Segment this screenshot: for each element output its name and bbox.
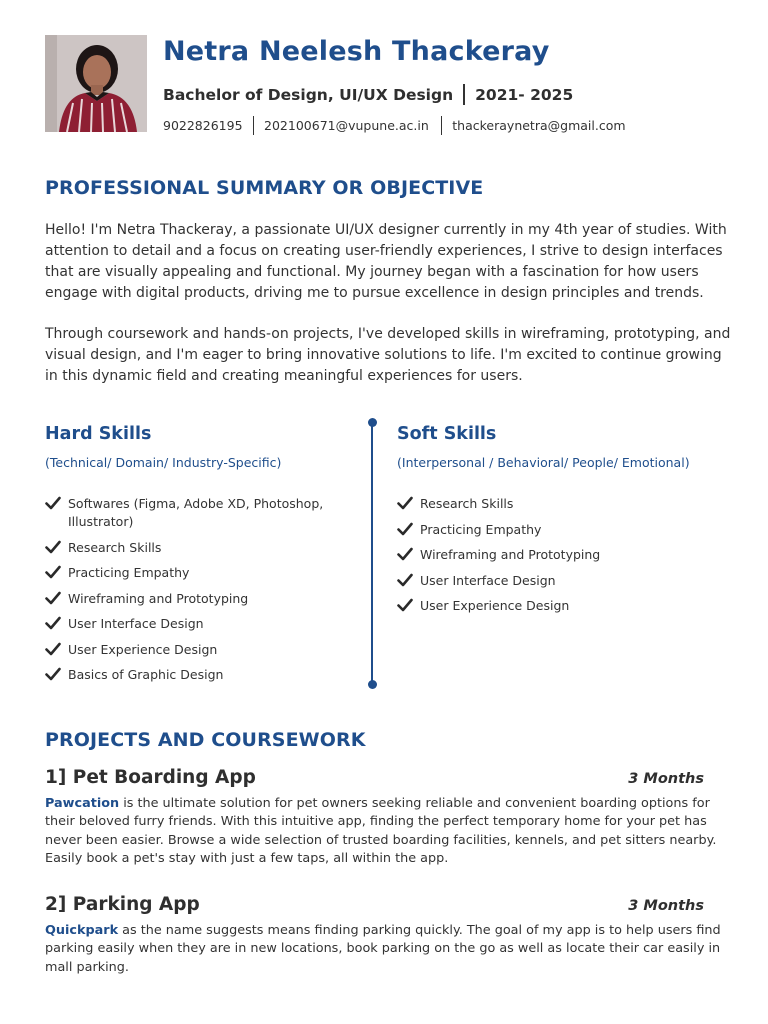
- hard-skills-list: [45, 495, 345, 692]
- profile-photo: [45, 35, 147, 132]
- hard-skills-subtitle: (Technical/ Domain/ Industry-Specific): [45, 455, 282, 470]
- list-item: User Interface Design: [45, 615, 345, 633]
- checkmark-icon: [45, 496, 61, 510]
- checkmark-icon: [45, 642, 61, 656]
- summary-paragraph-2: Through coursework and hands-on projects, I've developed skills in wireframing, prototyping, and visual design, and I'm eager to bring innovative solutions to life. I'm excited to continue growing in this dynamic field and creating meaningful experiences for users.: [45, 326, 731, 384]
- project-2-title: 2] Parking App: [45, 894, 200, 915]
- project-2-brand: Quickpark: [45, 923, 119, 938]
- project-1-description: Pawcation is the ultimate solution for pet owners seeking reliable and convenient boarding options for their beloved furry friends. With this intuitive app, finding the perfect temporary home for your pet has never been easier. Browse a wide selection of trusted boarding facilities, kennels, and pet sitters nearby. Easily book a pet's stay with just a few taps, all within the app.: [45, 796, 717, 866]
- personal-email[interactable]: thackeraynetra@gmail.com: [452, 118, 626, 133]
- soft-skills-subtitle: (Interpersonal / Behavioral/ People/ Emotional): [397, 455, 690, 470]
- profile-photo-illustration: [45, 35, 147, 132]
- list-item: Wireframing and Prototyping: [397, 546, 727, 564]
- list-item: User Experience Design: [45, 641, 345, 659]
- degree: Bachelor of Design, UI/UX Design: [163, 85, 454, 104]
- separator: [253, 116, 255, 135]
- list-item: Softwares (Figma, Adobe XD, Photoshop, Illustrator): [45, 495, 345, 531]
- separator: [441, 116, 443, 135]
- checkmark-icon: [45, 565, 61, 579]
- checkmark-icon: [397, 547, 413, 561]
- checkmark-icon: [397, 522, 413, 536]
- list-item: Wireframing and Prototyping: [45, 590, 345, 608]
- separator: [463, 84, 465, 105]
- list-item: Basics of Graphic Design: [45, 666, 345, 684]
- soft-skills-list: [397, 495, 727, 623]
- checkmark-icon: [45, 540, 61, 554]
- divider-dot-bottom: [368, 680, 377, 689]
- checkmark-icon: [397, 573, 413, 587]
- summary-paragraph-1: Hello! I'm Netra Thackeray, a passionate UI/UX designer currently in my 4th year of studies. With attention to detail and a focus on creating user-friendly experiences, I strive to design interfaces that are visually appealing and functional. My journey began with a fascination for how users engage with digital products, driving me to pursue excellence in design principles and trends.: [45, 222, 727, 301]
- project-1-duration: 3 Months: [628, 771, 704, 787]
- project-1-title: 1] Pet Boarding App: [45, 767, 256, 788]
- checkmark-icon: [45, 667, 61, 681]
- list-item: User Experience Design: [397, 597, 727, 615]
- soft-skills-heading: Soft Skills: [397, 424, 497, 444]
- contact-row: [163, 116, 626, 135]
- project-1-brand: Pawcation: [45, 796, 120, 811]
- divider-dot-top: [368, 418, 377, 427]
- project-2-description: Quickpark as the name suggests means finding parking quickly. The goal of my app is to help users find parking easily when they are in new locations, book parking on the go as well as locate their car easily in mall parking.: [45, 923, 721, 975]
- education-row: [163, 84, 573, 105]
- checkmark-icon: [45, 616, 61, 630]
- college-email[interactable]: 202100671@vupune.ac.in: [264, 118, 429, 133]
- project-2-duration: 3 Months: [628, 898, 704, 914]
- checkmark-icon: [45, 591, 61, 605]
- list-item: Practicing Empathy: [45, 564, 345, 582]
- candidate-name: Netra Neelesh Thackeray: [163, 36, 550, 67]
- hard-skills-heading: Hard Skills: [45, 424, 152, 444]
- list-item: Research Skills: [45, 539, 345, 557]
- column-divider: [371, 423, 373, 685]
- phone-number: 9022826195: [163, 118, 243, 133]
- checkmark-icon: [397, 598, 413, 612]
- projects-heading: PROJECTS AND COURSEWORK: [45, 729, 366, 751]
- list-item: User Interface Design: [397, 572, 727, 590]
- study-years: 2021- 2025: [475, 85, 574, 104]
- list-item: Practicing Empathy: [397, 521, 727, 539]
- list-item: Research Skills: [397, 495, 727, 513]
- checkmark-icon: [397, 496, 413, 510]
- summary-heading: PROFESSIONAL SUMMARY OR OBJECTIVE: [45, 177, 484, 199]
